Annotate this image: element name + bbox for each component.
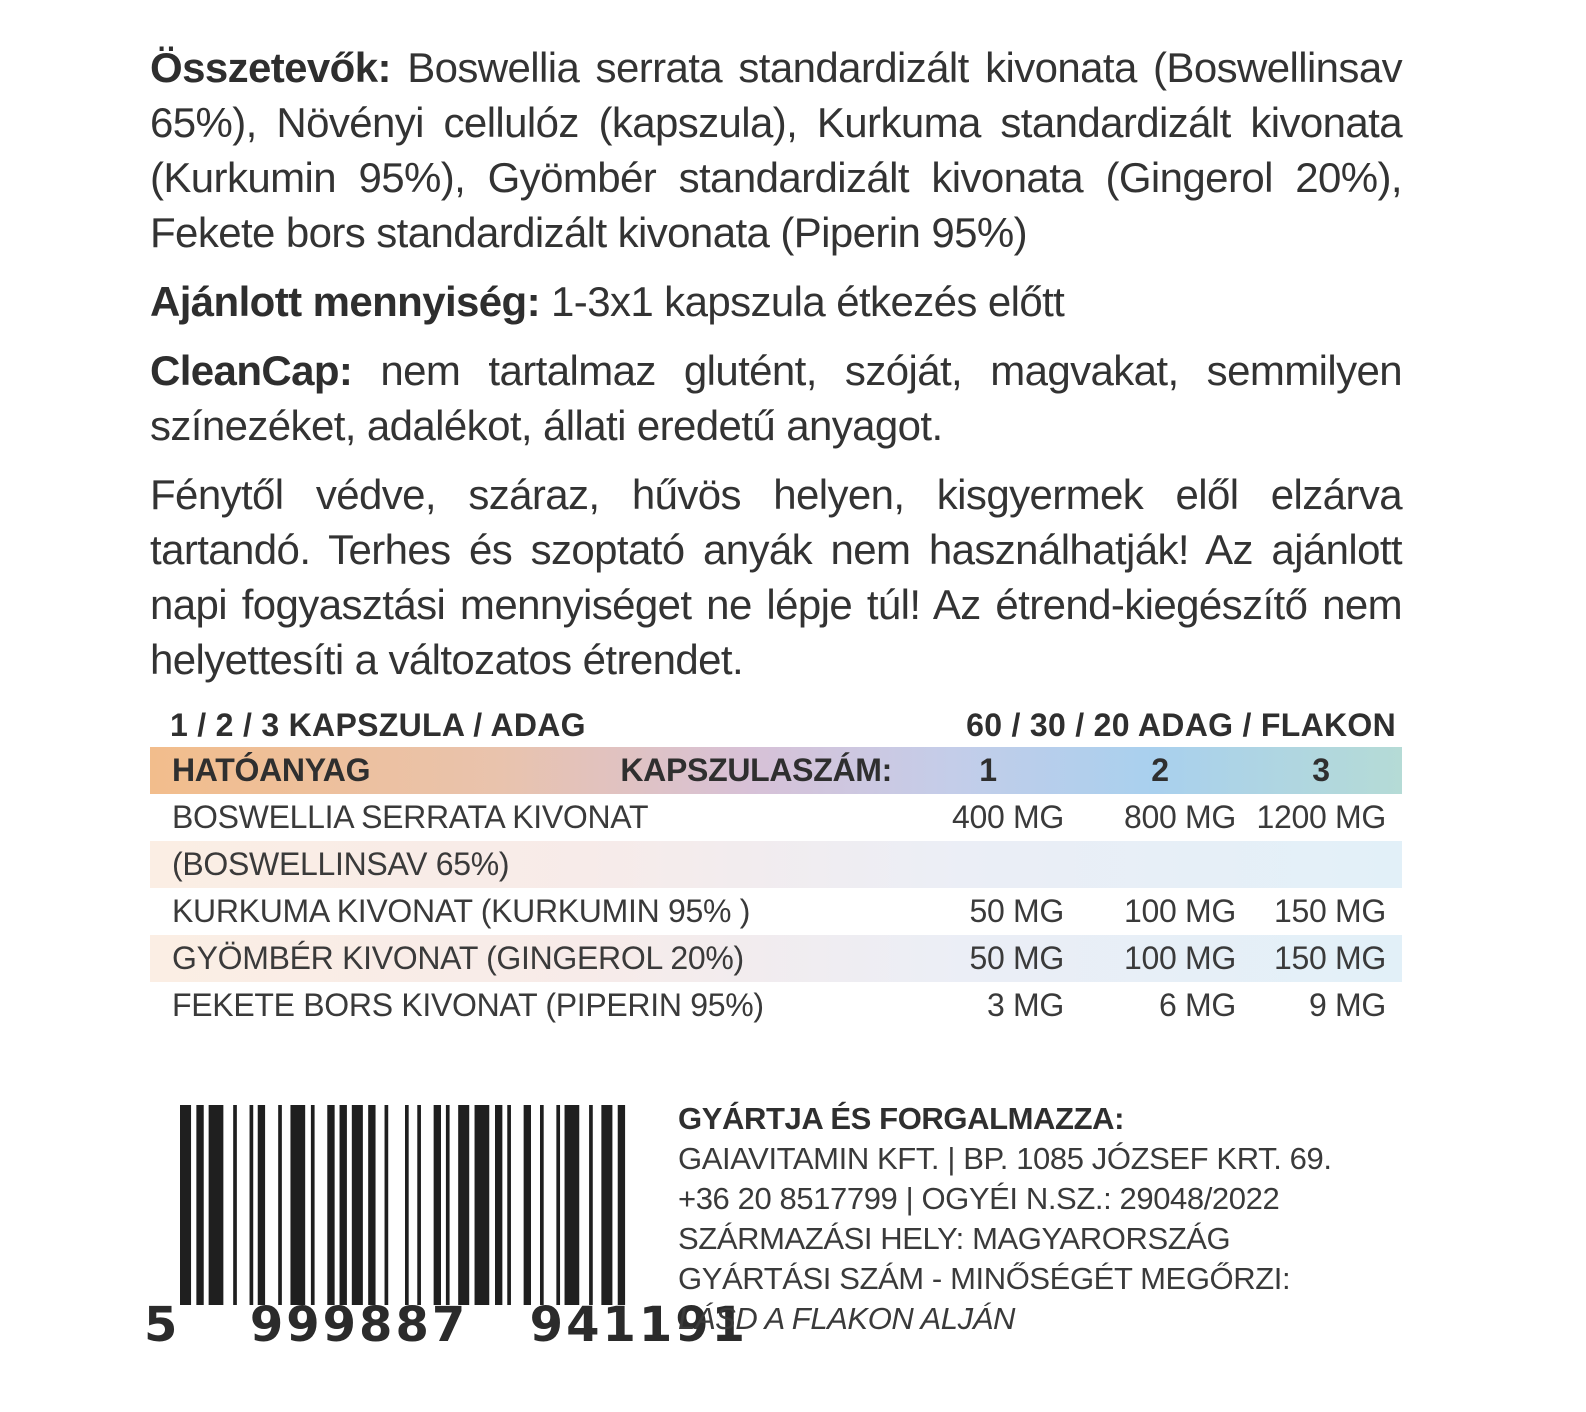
table-row xyxy=(150,888,1402,935)
warnings-paragraph: Fénytől védve, száraz, hűvös helyen, kisgyermek elől elzárva tartandó. Terhes és szoptató anyák nem használhatják! Az ajánlott napi fogyasztási mennyiséget ne lépje túl! Az étrend-kiegészítő nem helyettesíti a változatos étrendet. xyxy=(150,471,1402,683)
barcode-icon xyxy=(180,1105,630,1305)
row-value-2: 100 MG xyxy=(1123,940,1236,976)
ingredients-paragraph xyxy=(150,40,1402,260)
row-name: (BOSWELLINSAV 65%) xyxy=(172,846,510,882)
barcode-bar xyxy=(180,1105,191,1305)
cleancap-text: nem tartalmaz glutént, szóját, magvakat, semmilyen színezéket, adalékot, állati eredetű anyagot. xyxy=(150,347,1402,449)
row-value-1: 50 MG xyxy=(969,893,1064,929)
row-value-1: 400 MG xyxy=(951,799,1064,835)
barcode-bar xyxy=(278,1105,282,1305)
barcode-bar xyxy=(327,1105,334,1305)
table-header-row xyxy=(150,747,1402,794)
barcode-bar xyxy=(495,1105,502,1305)
barcode-bar xyxy=(340,1105,347,1305)
row-value-2: 100 MG xyxy=(1123,893,1236,929)
bottom-section xyxy=(144,1101,1430,1365)
barcode-bar xyxy=(385,1105,389,1305)
barcode-bar xyxy=(196,1105,203,1305)
barcode-bar xyxy=(258,1105,265,1305)
row-value-1: 3 MG xyxy=(986,987,1064,1023)
barcode-bar xyxy=(311,1105,315,1305)
header-active-ingredient: HATÓANYAG xyxy=(172,752,371,788)
row-name: BOSWELLIA SERRATA KIVONAT xyxy=(172,799,649,835)
row-name: KURKUMA KIVONAT (KURKUMIN 95% ) xyxy=(172,893,751,929)
barcode-bar xyxy=(446,1105,450,1305)
barcode-digit-group: 5 xyxy=(144,1297,181,1353)
barcode-bar xyxy=(405,1105,409,1305)
table-row xyxy=(150,794,1402,841)
row-value-3: 150 MG xyxy=(1273,940,1386,976)
see-bottle-bottom: LÁSD A FLAKON ALJÁN xyxy=(678,1301,1015,1336)
row-value-3: 9 MG xyxy=(1308,987,1386,1023)
row-value-2: 800 MG xyxy=(1123,799,1236,835)
table-row xyxy=(150,935,1402,982)
barcode-bar xyxy=(601,1105,612,1305)
row-value-3: 150 MG xyxy=(1273,893,1386,929)
dose-header xyxy=(150,703,1402,747)
barcode-bar xyxy=(434,1105,441,1305)
header-col-2: 2 xyxy=(1151,752,1169,788)
barcode-bar xyxy=(250,1105,254,1305)
row-value-2: 6 MG xyxy=(1158,987,1236,1023)
barcode-bar xyxy=(540,1105,544,1305)
barcode-bar xyxy=(524,1105,531,1305)
servings-per-bottle: 60 / 30 / 20 ADAG / FLAKON xyxy=(966,707,1396,743)
header-col-3: 3 xyxy=(1312,752,1330,788)
barcode-number xyxy=(144,1297,748,1353)
dosage-paragraph xyxy=(150,274,1402,329)
table-row xyxy=(150,841,1402,888)
barcode-bar xyxy=(233,1105,237,1305)
ingredients-label: Összetevők: xyxy=(150,44,391,91)
barcode-digit-group: 941191 xyxy=(529,1297,749,1353)
header-capsule-count: KAPSZULASZÁM: xyxy=(620,752,892,788)
barcode-bar xyxy=(589,1105,593,1305)
barcode-bar xyxy=(556,1105,560,1305)
barcode-bar xyxy=(458,1105,469,1305)
barcode-bar xyxy=(352,1105,363,1305)
barcode-bar xyxy=(618,1105,625,1305)
barcode-bar xyxy=(565,1105,580,1305)
barcode-bar xyxy=(475,1105,490,1305)
barcode-digit-group: 999887 xyxy=(249,1297,469,1353)
row-value-1: 50 MG xyxy=(969,940,1064,976)
ingredients-text: Boswellia serrata standardizált kivonata (Boswellinsav 65%), Növényi cellulóz (kapszula), Kurkuma standardizált kivonata (Kurkumin 95%), Gyömbér standardizált kivonata (Gingerol 20%), Fekete bors standardizált kivonata (Piperin 95%) xyxy=(150,44,1402,256)
table-row xyxy=(150,982,1402,1029)
row-name: FEKETE BORS KIVONAT (PIPERIN 95%) xyxy=(172,987,764,1023)
row-name: GYÖMBÉR KIVONAT (GINGEROL 20%) xyxy=(172,940,744,976)
manufacturer-phone-registration: +36 20 8517799 | OGYÉI N.SZ.: 29048/2022 xyxy=(678,1181,1280,1216)
cleancap-label: CleanCap: xyxy=(150,347,353,394)
origin-line: SZÁRMAZÁSI HELY: MAGYARORSZÁG xyxy=(678,1221,1231,1256)
manufacturer-address: GAIAVITAMIN KFT. | BP. 1085 JÓZSEF KRT. 69. xyxy=(678,1141,1332,1176)
dose-per-serving: 1 / 2 / 3 KAPSZULA / ADAG xyxy=(170,707,586,743)
barcode-bar xyxy=(209,1105,224,1305)
batch-expiry-line: GYÁRTÁSI SZÁM - MINŐSÉGÉT MEGŐRZI: xyxy=(678,1261,1291,1296)
barcode-bar xyxy=(368,1105,375,1305)
nutrition-table xyxy=(150,747,1402,1029)
barcode-bar xyxy=(507,1105,511,1305)
manufacturer-heading: GYÁRTJA ÉS FORGALMAZZA: xyxy=(678,1101,1125,1136)
header-col-1: 1 xyxy=(979,752,997,788)
manufacturer-info xyxy=(678,1099,1438,1339)
barcode-bar xyxy=(417,1105,421,1305)
dosage-label: Ajánlott mennyiség: xyxy=(150,278,540,325)
barcode-bar xyxy=(290,1105,305,1305)
cleancap-paragraph xyxy=(150,343,1402,453)
dosage-text: 1-3x1 kapszula étkezés előtt xyxy=(539,278,1065,325)
label-text-block xyxy=(150,40,1402,1029)
row-value-3: 1200 MG xyxy=(1256,799,1386,835)
